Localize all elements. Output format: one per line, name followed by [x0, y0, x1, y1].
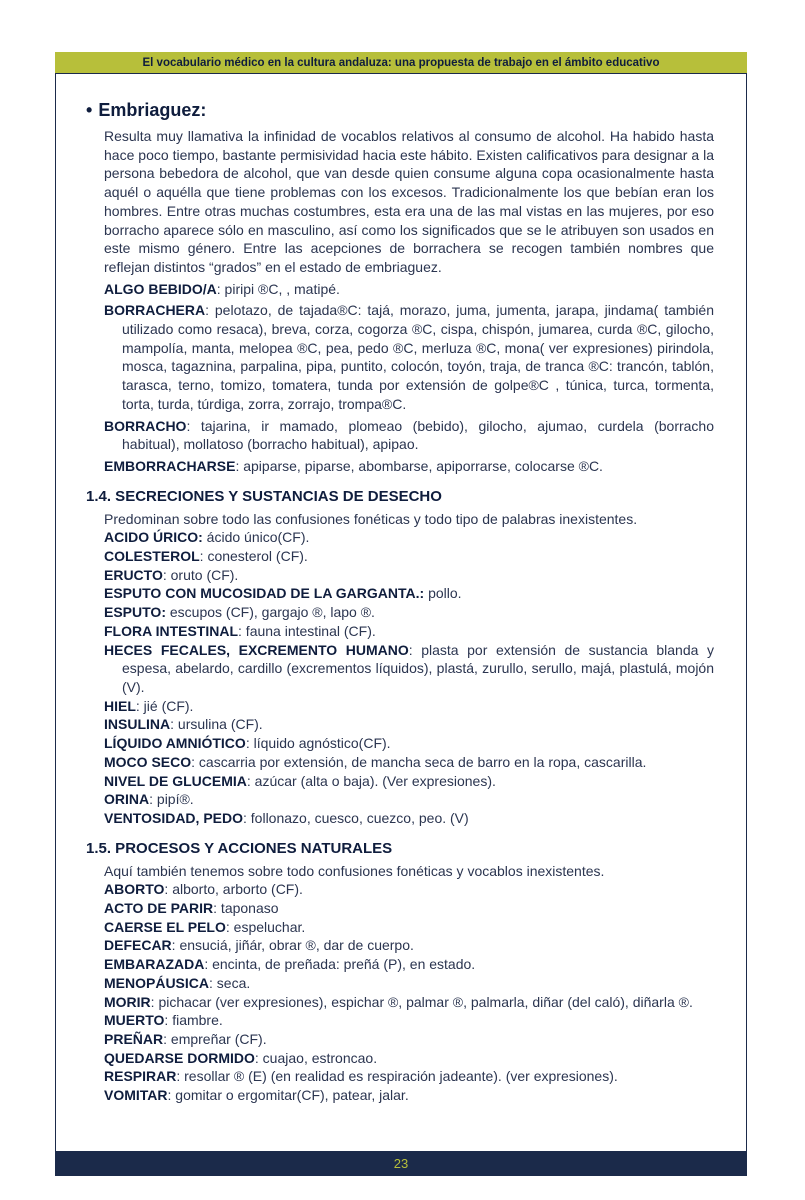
entry: [104, 547, 714, 566]
entry-definition: : seca.: [209, 974, 251, 991]
entry-definition: : líquido agnóstico(CF).: [245, 735, 391, 752]
entry-definition: : pelotazo, de tajada®C: tajá, morazo, juma, jumenta, jarapa, jindama( también utilizado como resaca), breva, corza, cogorza ®C, cispa, chispón, jumarea, curda ®C, gilocho, mampolía, manta, melopea ®C, pea, pedo ®C, merluza ®C, mona( ver expresiones) pirindola, mosca, tagaznina, parpalina, pipa, puntito, colocón, toyón, traja, de tranca ®C: trancón, tablón, tarasca, terno, tomizo, tomatera, tunda por extensión de golpe®C , túnica, turca, tormenta, torta, turda, túrdiga, zorra, zorrajo, trompa®C.: [122, 302, 714, 412]
page-content: [86, 100, 714, 1105]
entry: [104, 457, 714, 476]
entry-term: EMBORRACHARSE: [104, 457, 236, 474]
entry-definition: : conesterol (CF).: [199, 548, 308, 565]
entry-definition: : fiambre.: [164, 1012, 223, 1029]
entry: [104, 697, 714, 716]
entry-definition: : cuajao, estroncao.: [254, 1049, 378, 1066]
entry: [104, 1086, 714, 1105]
entry: [104, 528, 714, 547]
entry: [104, 809, 714, 828]
entry: [104, 603, 714, 622]
entry: [104, 1011, 714, 1030]
entry-definition: : follonazo, cuesco, cuezco, peo. (V): [243, 809, 469, 826]
entry-term: MOCO SECO: [104, 753, 192, 770]
entry-definition: : piripi ®C, , matipé.: [216, 280, 340, 297]
procesos-entry-list: [86, 880, 714, 1104]
entry-term: HIEL: [104, 697, 136, 714]
entry: [104, 918, 714, 937]
section-heading-text: Embriaguez:: [98, 100, 207, 120]
entry-term: BORRACHERA: [104, 302, 206, 319]
section-title-secreciones: 1.4. SECRECIONES Y SUSTANCIAS DE DESECHO: [86, 487, 442, 505]
entry: [104, 955, 714, 974]
entry-definition: : apiparse, piparse, abombarse, apiporrarse, colocarse ®C.: [235, 457, 603, 474]
entry-term: FLORA INTESTINAL: [104, 622, 239, 639]
secreciones-intro: Predominan sobre todo las confusiones fonéticas y todo tipo de palabras inexistentes.: [104, 510, 638, 527]
entry-definition: : azúcar (alta o baja). (Ver expresiones).: [246, 772, 496, 789]
entry-term: MUERTO: [104, 1012, 165, 1029]
entry: [104, 753, 714, 772]
entry-term: ACIDO ÚRICO:: [104, 529, 203, 546]
entry-term: RESPIRAR: [104, 1068, 177, 1085]
entry: [104, 993, 714, 1012]
entry-term: VOMITAR: [104, 1087, 168, 1104]
entry-term: ALGO BEBIDO/A: [104, 280, 217, 297]
entry-term: ERUCTO: [104, 566, 163, 583]
entry-term: DEFECAR: [104, 937, 172, 954]
entry-term: VENTOSIDAD, PEDO: [104, 809, 243, 826]
entry-term: MENOPÁUSICA: [104, 974, 210, 991]
embriaguez-intro: Resulta muy llamativa la infinidad de vocablos relativos al consumo de alcohol. Ha habido hasta hace poco tiempo, bastante permisividad hacia este hábito. Existen calificativos para designar a la persona bebedora de alcohol, que van desde quien consume alguna copa ocasionalmente hasta aquél o aquélla que tiene problemas con los excesos. Tradicionalmente los que bebían eran los hombres. Entre otras muchas costumbres, esta era una de las mal vistas en las mujeres, por eso borracho aparece sólo en masculino, así como los significados que se le atribuyen son usados en este mismo género. Entre las acepciones de borrachera se recogen también nombres que reflejan distintos “grados” en el estado de embriaguez.: [104, 128, 714, 275]
entry: [104, 641, 714, 697]
entry-term: PREÑAR: [104, 1030, 164, 1047]
section-heading-embriaguez: [86, 100, 714, 121]
entry-term: EMBARAZADA: [104, 956, 205, 973]
entry-definition: : tajarina, ir mamado, plomeao (bebido), gilocho, ajumao, curdela (borracho habitual), mollatoso (borracho habitual), apipao.: [122, 417, 714, 453]
entry-definition: : ursulina (CF).: [170, 716, 263, 733]
entry-definition: : jié (CF).: [135, 697, 194, 714]
entry: [104, 880, 714, 899]
entry-definition: : gomitar o ergomitar(CF), patear, jalar.: [167, 1087, 409, 1104]
entry-definition: pollo.: [424, 585, 462, 602]
entry-definition: escupos (CF), gargajo ®, lapo ®.: [165, 604, 375, 621]
entry-definition: : taponaso: [213, 900, 279, 917]
entry: [104, 899, 714, 918]
entry: [104, 417, 714, 454]
entry: [104, 1030, 714, 1049]
entry-term: HECES FECALES, EXCREMENTO HUMANO: [104, 641, 409, 658]
entry-term: INSULINA: [104, 716, 171, 733]
entry-definition: ácido único(CF).: [202, 529, 310, 546]
entry-term: ABORTO: [104, 881, 165, 898]
page-footer: [55, 1151, 747, 1176]
entry: [104, 715, 714, 734]
running-header: El vocabulario médico en la cultura andaluza: una propuesta de trabajo en el ámbito educativo: [55, 52, 747, 74]
entry-definition: : espeluchar.: [225, 918, 306, 935]
entry-term: ORINA: [104, 791, 150, 808]
entry-term: LÍQUIDO AMNIÓTICO: [104, 735, 246, 752]
entry: [104, 734, 714, 753]
entry-definition: : pichacar (ver expresiones), espichar ®, palmar ®, palmarla, diñar (del caló), diñarla ®.: [150, 993, 693, 1010]
entry: [104, 622, 714, 641]
entry: [104, 1049, 714, 1068]
entry-definition: : plasta por extensión de sustancia blanda y espesa, abelardo, cardillo (excrementos líquidos), plastá, zurullo, serullo, majá, plastulá, mojón (V).: [122, 641, 714, 695]
bullet-icon: •: [86, 100, 93, 120]
entry: [104, 790, 714, 809]
entry-definition: : cascarria por extensión, de mancha seca de barro en la ropa, cascarilla.: [191, 753, 647, 770]
entry-term: CAERSE EL PELO: [104, 918, 226, 935]
entry-term: QUEDARSE DORMIDO: [104, 1049, 255, 1066]
entry-definition: : oruto (CF).: [162, 566, 239, 583]
entry-term: ACTO DE PARIR: [104, 900, 214, 917]
entry: [104, 772, 714, 791]
entry-term: MORIR: [104, 993, 151, 1010]
entry: [104, 584, 714, 603]
entry: [104, 301, 714, 413]
entry-term: COLESTEROL: [104, 548, 200, 565]
section-title-procesos: 1.5. PROCESOS Y ACCIONES NATURALES: [86, 839, 393, 857]
entry-term: NIVEL DE GLUCEMIA: [104, 772, 247, 789]
entry-term: BORRACHO: [104, 417, 187, 434]
entry: [104, 974, 714, 993]
entry-definition: : resollar ® (E) (en realidad es respiración jadeante). (ver expresiones).: [176, 1068, 618, 1085]
entry-definition: : alborto, arborto (CF).: [164, 881, 303, 898]
procesos-intro: Aquí también tenemos sobre todo confusiones fonéticas y vocablos inexistentes.: [104, 862, 605, 879]
entry-definition: : encinta, de preñada: preñá (P), en estado.: [204, 956, 476, 973]
entry: [104, 936, 714, 955]
entry-definition: : empreñar (CF).: [163, 1030, 267, 1047]
entry-definition: : pipí®.: [149, 791, 194, 808]
entry-term: ESPUTO:: [104, 604, 166, 621]
entry-term: ESPUTO CON MUCOSIDAD DE LA GARGANTA.:: [104, 585, 425, 602]
secreciones-entry-list: [86, 528, 714, 827]
entry: [104, 1067, 714, 1086]
entry: [104, 280, 714, 299]
entry-definition: : fauna intestinal (CF).: [238, 622, 376, 639]
page-number: 23: [393, 1156, 409, 1171]
entry-definition: : ensuciá, jiñár, obrar ®, dar de cuerpo.: [171, 937, 414, 954]
entry: [104, 566, 714, 585]
embriaguez-entry-list: [86, 280, 714, 476]
